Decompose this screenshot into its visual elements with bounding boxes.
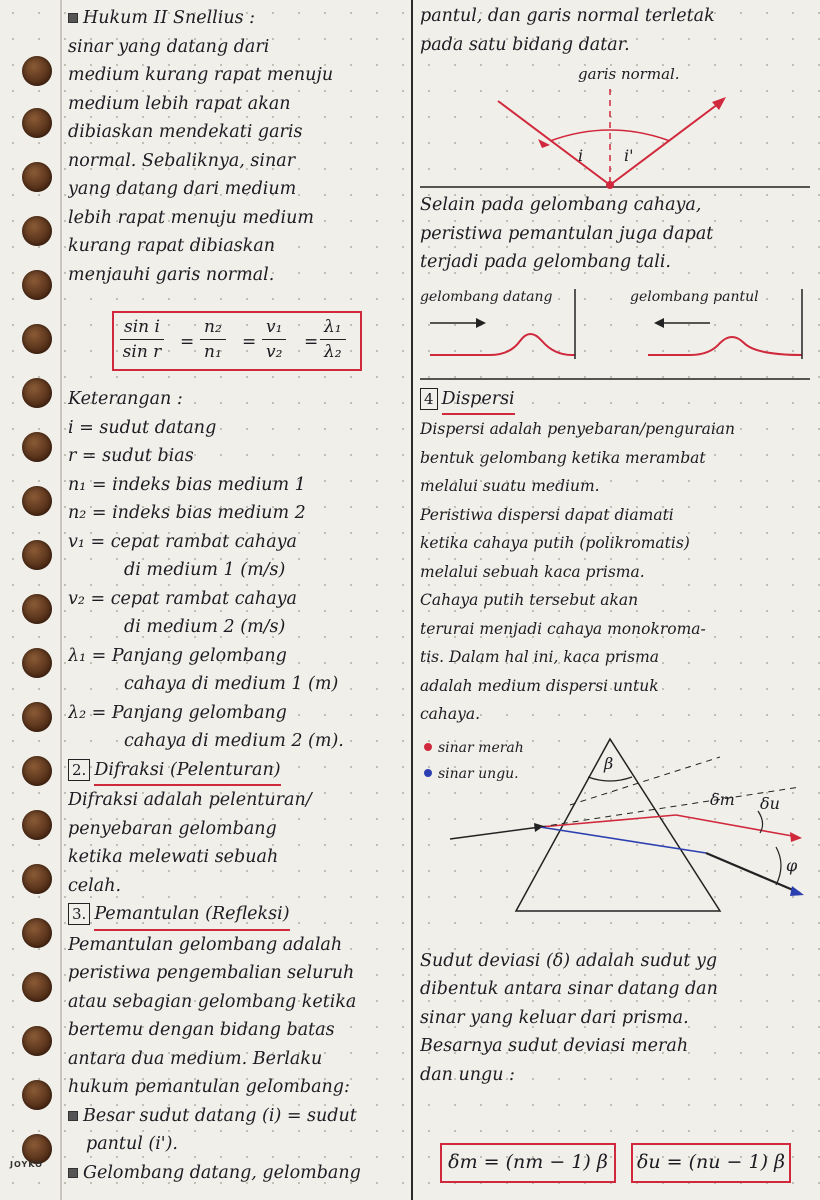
text-line: terurai menjadi cahaya monokroma- bbox=[420, 619, 706, 638]
text-line: bertemu dengan bidang batas bbox=[68, 1020, 335, 1040]
text-line: adalah medium dispersi untuk bbox=[420, 676, 659, 695]
text-line: Besarnya sudut deviasi merah bbox=[420, 1036, 689, 1056]
dispersi-title: Dispersi bbox=[442, 385, 515, 416]
frac-denominator: sin r bbox=[122, 342, 162, 362]
reflected-ray bbox=[610, 101, 722, 185]
blue-arrow-icon bbox=[790, 886, 804, 896]
text-line: ketika melewati sebuah bbox=[68, 847, 279, 867]
text-line: Pemantulan gelombang adalah bbox=[68, 934, 343, 955]
text-line: pada satu bidang datar. bbox=[420, 34, 630, 55]
legend-red-dot bbox=[424, 743, 432, 751]
text-line: Difraksi adalah pelenturan/ bbox=[68, 790, 312, 810]
delta-m-formula: δm = (nm − 1) β bbox=[440, 1143, 616, 1183]
frac-lambda bbox=[320, 315, 346, 364]
text-line: yang datang dari medium bbox=[68, 179, 297, 199]
binder-hole bbox=[22, 486, 52, 516]
delta-u-formula: δu = (nu − 1) β bbox=[631, 1143, 791, 1183]
legend-blue-label: sinar ungu. bbox=[438, 765, 519, 782]
binder-hole bbox=[22, 108, 52, 138]
bullet-text: Gelombang datang, gelombang bbox=[83, 1162, 361, 1183]
keterangan-item: cahaya di medium 2 (m). bbox=[124, 731, 344, 751]
equals-sign: = bbox=[304, 332, 319, 352]
text-line: antara dua medium. Berlaku bbox=[68, 1048, 323, 1069]
text-line: Peristiwa dispersi dapat diamati bbox=[420, 505, 674, 524]
text-line: dibiaskan mendekati garis bbox=[68, 122, 303, 142]
bullet-text: pantul (i'). bbox=[86, 1134, 178, 1154]
red-arrow-icon bbox=[790, 832, 802, 842]
arrow-right-icon bbox=[476, 318, 486, 328]
binder-hole bbox=[22, 1080, 52, 1110]
binder-hole bbox=[22, 648, 52, 678]
binder-hole bbox=[22, 56, 52, 86]
text-line: bentuk gelombang ketika merambat bbox=[420, 448, 706, 467]
incident-white-ray bbox=[450, 827, 540, 839]
text-line: normal. Sebaliknya, sinar bbox=[68, 150, 296, 171]
binder-hole bbox=[22, 324, 52, 354]
keterangan-item: n₂ = indeks bias medium 2 bbox=[68, 503, 306, 523]
keterangan-title: Keterangan : bbox=[68, 389, 183, 409]
normal-dashed-line bbox=[570, 757, 720, 805]
pemantulan-title: Pemantulan (Refleksi) bbox=[94, 900, 289, 931]
difraksi-title: Difraksi (Pelenturan) bbox=[94, 756, 280, 787]
prism bbox=[516, 739, 720, 911]
phi-arc bbox=[776, 847, 781, 885]
text-line: atau sebagian gelombang ketika bbox=[68, 991, 357, 1012]
text-line: medium kurang rapat menuju bbox=[68, 65, 334, 85]
equals-sign: = bbox=[180, 332, 195, 352]
frac-v bbox=[262, 315, 286, 364]
brand-logo: JOYKO bbox=[10, 1160, 43, 1169]
beta-label: β bbox=[604, 753, 614, 773]
binder-hole bbox=[22, 378, 52, 408]
incident-ray bbox=[498, 101, 610, 185]
bullet-text: Besar sudut datang (i) = sudut bbox=[83, 1105, 357, 1126]
section-number: 4 bbox=[420, 388, 438, 410]
text-line: penyebaran gelombang bbox=[68, 818, 277, 839]
angle-i-prime-label: i' bbox=[624, 146, 634, 165]
snell-heading bbox=[68, 4, 404, 33]
bullet-icon bbox=[68, 1111, 78, 1121]
snell-paragraph bbox=[68, 33, 404, 290]
section-number: 3. bbox=[68, 903, 90, 925]
text-line: medium lebih rapat akan bbox=[68, 93, 291, 114]
frac-numerator: v₁ bbox=[262, 315, 286, 340]
binder-hole bbox=[22, 594, 52, 624]
prism-diagram bbox=[420, 735, 810, 935]
section-number: 2. bbox=[68, 759, 90, 781]
right-column bbox=[420, 2, 812, 1089]
reflection-diagram bbox=[420, 59, 810, 191]
text-line: cahaya. bbox=[420, 705, 481, 723]
apex-angle-arc bbox=[588, 777, 632, 781]
text-line: terjadi pada gelombang tali. bbox=[420, 252, 671, 272]
left-column bbox=[68, 4, 404, 1187]
incoming-wave-label: gelombang datang bbox=[420, 288, 553, 305]
blue-ray-inside bbox=[540, 827, 706, 853]
bullet-item bbox=[68, 1102, 404, 1131]
binder-hole bbox=[22, 432, 52, 462]
legend-blue-dot bbox=[424, 769, 432, 777]
keterangan-item: λ₁ = Panjang gelombang bbox=[68, 645, 287, 666]
reflected-wave-label: gelombang pantul bbox=[630, 288, 759, 305]
reflected-pulse bbox=[648, 337, 802, 355]
text-line: celah. bbox=[68, 875, 122, 896]
arrow-left-icon bbox=[654, 318, 664, 328]
text-line: menjauhi garis normal. bbox=[68, 264, 275, 285]
binder-hole bbox=[22, 216, 52, 246]
frac-numerator: λ₁ bbox=[320, 315, 346, 340]
binder-hole bbox=[22, 972, 52, 1002]
binder-hole bbox=[22, 162, 52, 192]
bullet-icon bbox=[68, 1168, 78, 1178]
binder-hole bbox=[22, 810, 52, 840]
keterangan-item: cahaya di medium 1 (m) bbox=[124, 674, 339, 694]
deviasi-paragraph bbox=[420, 947, 812, 1090]
text-line: Cahaya putih tersebut akan bbox=[420, 591, 639, 609]
margin-line bbox=[60, 0, 62, 1200]
keterangan-list bbox=[68, 414, 404, 756]
binder-hole bbox=[22, 540, 52, 570]
keterangan-item: i = sudut datang bbox=[68, 417, 217, 438]
text-line: hukum pemantulan gelombang: bbox=[68, 1077, 350, 1097]
continuation-paragraph bbox=[420, 2, 812, 59]
keterangan-item: v₂ = cepat rambat cahaya bbox=[68, 588, 297, 609]
binder-holes bbox=[22, 0, 62, 1200]
frac-numerator: n₂ bbox=[200, 315, 226, 340]
snell-formula bbox=[112, 311, 362, 371]
text-line: sinar yang keluar dari prisma. bbox=[420, 1007, 689, 1028]
binder-hole bbox=[22, 702, 52, 732]
pemantulan-paragraph bbox=[68, 931, 404, 1102]
difraksi-heading bbox=[68, 756, 404, 787]
binder-hole bbox=[22, 756, 52, 786]
incoming-pulse bbox=[430, 334, 572, 355]
binder-hole bbox=[22, 270, 52, 300]
keterangan-item: di medium 1 (m/s) bbox=[124, 560, 286, 580]
frac-sin bbox=[120, 315, 164, 364]
equals-sign: = bbox=[242, 332, 257, 352]
bullet-icon bbox=[68, 13, 78, 23]
text-line: tis. Dalam hal ini, kaca prisma bbox=[420, 648, 660, 666]
binder-hole bbox=[22, 1026, 52, 1056]
pemantulan-heading bbox=[68, 900, 404, 931]
keterangan-item: v₁ = cepat rambat cahaya bbox=[68, 531, 297, 552]
dispersi-paragraph bbox=[420, 415, 812, 729]
frac-numerator: sin i bbox=[120, 315, 164, 340]
red-ray-out bbox=[676, 815, 798, 837]
text-line: pantul, dan garis normal terletak bbox=[420, 6, 715, 26]
normal-label: garis normal. bbox=[578, 65, 680, 83]
text-line: peristiwa pengembalian seluruh bbox=[68, 963, 355, 983]
text-line: Selain pada gelombang cahaya, bbox=[420, 195, 702, 215]
delta-u-label: δu bbox=[760, 793, 780, 813]
phi-label: φ bbox=[786, 855, 798, 875]
tali-paragraph bbox=[420, 191, 812, 277]
difraksi-paragraph bbox=[68, 786, 404, 900]
text-line: peristiwa pemantulan juga dapat bbox=[420, 223, 714, 244]
frac-n bbox=[200, 315, 226, 364]
binder-hole bbox=[22, 864, 52, 894]
keterangan-item: r = sudut bias bbox=[68, 446, 194, 466]
text-line: sinar yang datang dari bbox=[68, 36, 270, 57]
keterangan-item: di medium 2 (m/s) bbox=[124, 617, 286, 637]
frac-denominator: λ₂ bbox=[324, 342, 342, 362]
incident-arrow-icon bbox=[538, 139, 550, 148]
text-line: Sudut deviasi (δ) adalah sudut yg bbox=[420, 950, 718, 971]
column-divider bbox=[411, 0, 413, 1200]
text-line: ketika cahaya putih (polikromatis) bbox=[420, 534, 690, 552]
keterangan-item: λ₂ = Panjang gelombang bbox=[68, 702, 287, 723]
incidence-point bbox=[606, 181, 614, 189]
delta-m-label: δm bbox=[710, 789, 735, 809]
text-line: dan ungu : bbox=[420, 1064, 515, 1085]
frac-denominator: n₁ bbox=[204, 342, 222, 362]
frac-denominator: v₂ bbox=[266, 342, 283, 362]
wave-diagram bbox=[420, 283, 810, 383]
text-line: lebih rapat menuju medium bbox=[68, 207, 314, 228]
text-line: melalui sebuah kaca prisma. bbox=[420, 562, 645, 581]
keterangan-item: n₁ = indeks bias medium 1 bbox=[68, 474, 306, 495]
text-line: Dispersi adalah penyebaran/penguraian bbox=[420, 420, 736, 438]
text-line: kurang rapat dibiaskan bbox=[68, 236, 276, 256]
text-line: melalui suatu medium. bbox=[420, 477, 600, 495]
snell-title: Hukum II Snellius : bbox=[83, 8, 256, 28]
angle-i-label: i bbox=[578, 146, 584, 165]
legend-red-label: sinar merah bbox=[438, 739, 524, 756]
bullet-item bbox=[68, 1159, 404, 1188]
text-line: dibentuk antara sinar datang dan bbox=[420, 979, 718, 999]
binder-hole bbox=[22, 918, 52, 948]
dispersi-heading bbox=[420, 385, 812, 416]
